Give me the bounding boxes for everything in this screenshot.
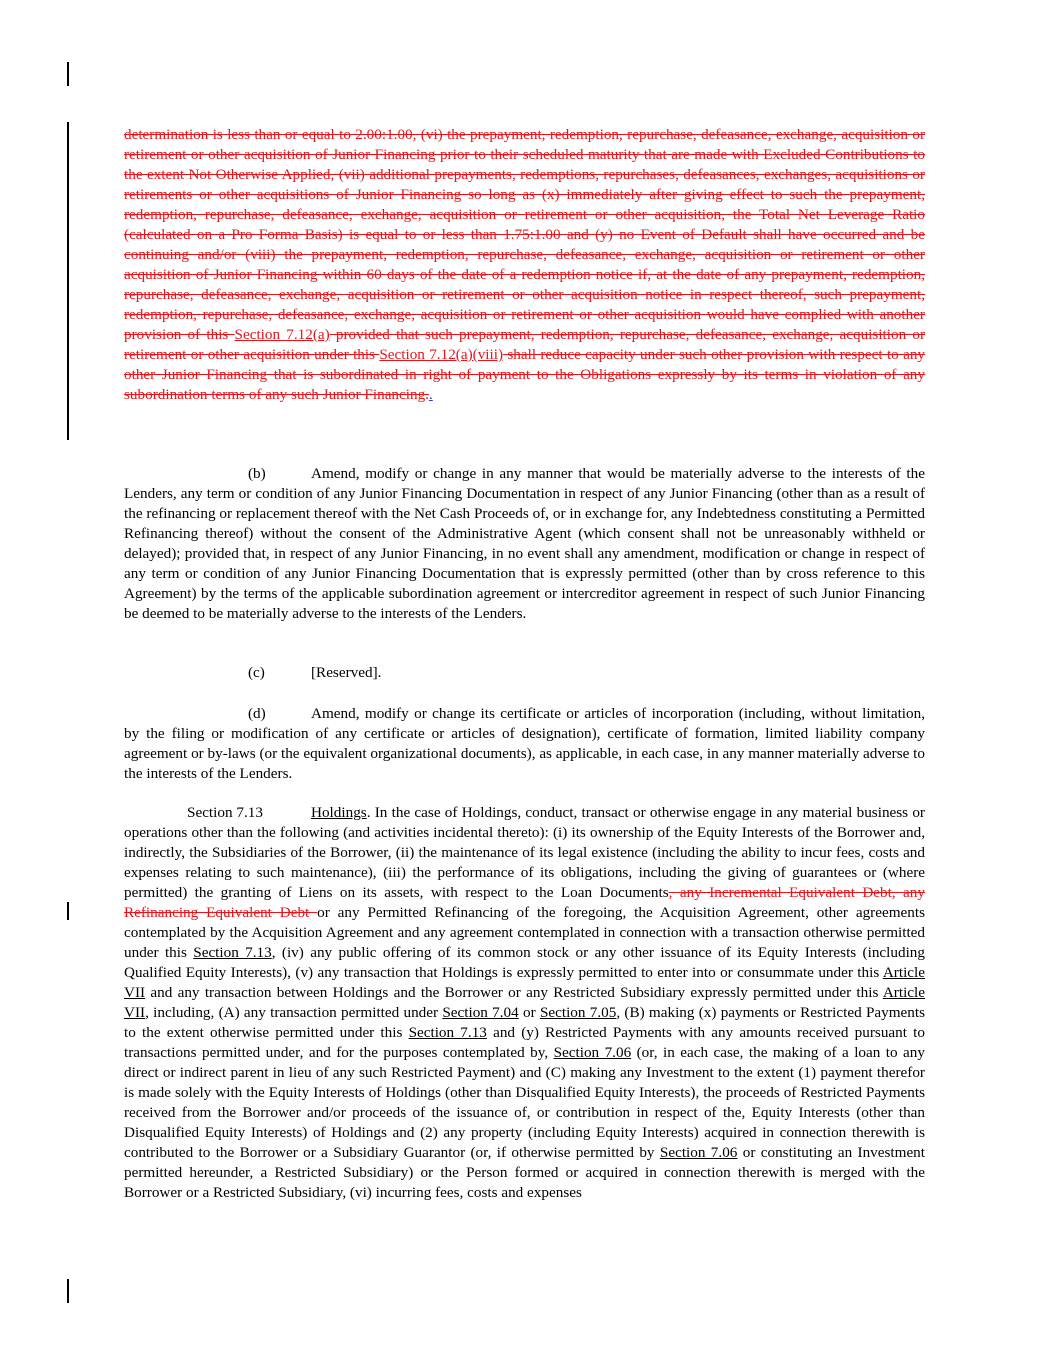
article-reference: Article VII xyxy=(124,964,925,1001)
section-reference: Section 7.12(a)(viii) xyxy=(379,346,504,363)
change-bar xyxy=(67,902,69,920)
paragraph-label: (b) xyxy=(248,465,266,482)
deleted-text: , any Incremental Equivalent Debt, any Refinancing Equivalent Debt xyxy=(124,884,925,921)
change-bar xyxy=(67,62,69,86)
deleted-text: shall reduce capacity under such other provision with respect to any other Junior Financing that is subordinated in right of payment to the Obligations expressly by its terms in violation of any subordination terms of any such Junior Financing. xyxy=(124,346,926,403)
section-number: Section 7.13 xyxy=(187,804,263,821)
section-reference: Section 7.06 xyxy=(553,1044,632,1061)
section-text: . In the case of Holdings, conduct, transact or otherwise engage in any material business or operations other than the following (and activities incidental thereto): (i) its ownership of the Equity Interests of the Borrower and, indirectly, the Subsidiaries of the Borrower, (ii) the maintenance of its legal existence (including the ability to incur fees, costs and expenses relating to such maintenance), (iii) the performance of its obligations, including the giving of guarantees or (where permitted) the granting of Liens on its assets, with respect to the Loan Documents xyxy=(124,804,925,901)
section-text: or xyxy=(518,1004,540,1021)
paragraph-label: (d) xyxy=(248,705,266,722)
section-reference: Section 7.13 xyxy=(408,1024,487,1041)
paragraph-text: Amend, modify or change in any manner that would be materially adverse to the interests of the Lenders, any term or condition of any Junior Financing Documentation in respect of any Junior Financing (other than as a result of the refinancing or replacement thereof with the Net Cash Proceeds of, or in exchange for, any Indebtedness constituting a Permitted Refinancing thereof) without the consent of the Administrative Agent (which consent shall not be unreasonably withheld or delayed); provided that, in respect of any Junior Financing, in no event shall any amendment, modification or change in respect of any term or condition of any Junior Financing Documentation that is expressly permitted (other than by cross reference to this Agreement) by the terms of the applicable subordination agreement or intercreditor agreement in respect of such Junior Financing be deemed to be materially adverse to the interests of the Lenders. xyxy=(124,465,925,622)
paragraph-d xyxy=(124,704,925,784)
section-reference: Section 7.04 xyxy=(442,1004,519,1021)
inserted-text: . xyxy=(428,386,433,403)
change-bar xyxy=(67,122,69,440)
section-text: , including, (A) any transaction permitted under xyxy=(145,1004,443,1021)
section-text: and (y) Restricted Payments with any amounts received pursuant to transactions permitted under, and for the purposes contemplated by, xyxy=(124,1024,925,1061)
paragraph-label: (c) xyxy=(248,664,265,681)
section-text: , (iv) any public offering of its common stock or any other issuance of its Equity Interests (including Qualified Equity Interests), (v) any transaction that Holdings is expressly permitted to enter into or consummate under this xyxy=(124,944,925,981)
paragraph-b xyxy=(124,464,925,624)
paragraph-text: [Reserved]. xyxy=(311,664,382,681)
change-bar xyxy=(67,1279,69,1303)
deleted-text: provided that such prepayment, redemption, repurchase, defeasance, exchange, acquisition or retirement or other acquisition under this xyxy=(124,326,925,363)
article-reference: Article VII xyxy=(124,984,925,1021)
section-7-13 xyxy=(124,803,925,1203)
section-reference: Section 7.12(a) xyxy=(234,326,330,343)
section-heading: Holdings xyxy=(311,804,367,821)
section-text: (or, in each case, the making of a loan to any direct or indirect parent in lieu of any such Restricted Payment) and (C) making any Investment to the extent (1) payment therefor is made solely with the Equity Interests of Holdings (other than Disqualified Equity Interests), the proceeds of Restricted Payments received from the Borrower and/or proceeds of the issuance of, or contribution in respect of the, Equity Interests (other than Disqualified Equity Interests) of Holdings and (2) any property (including Equity Interests) acquired in connection therewith is contributed to the Borrower or a Subsidiary Guarantor (or, if otherwise permitted by xyxy=(124,1044,925,1161)
paragraph-c xyxy=(124,663,925,683)
section-text: and any transaction between Holdings and the Borrower or any Restricted Subsidiary expressly permitted under this xyxy=(145,984,883,1001)
section-reference: Section 7.06 xyxy=(659,1144,738,1161)
deleted-paragraph xyxy=(124,125,925,405)
section-text: or any Permitted Refinancing of the foregoing, the Acquisition Agreement, other agreements contemplated by the Acquisition Agreement and any agreement contemplated in connection with a transaction otherwise permitted under this xyxy=(124,904,925,961)
section-reference: Section 7.05 xyxy=(539,1004,617,1021)
paragraph-text: Amend, modify or change its certificate or articles of incorporation (including, without limitation, by the filing or modification of any certificate or articles of designation), certificate of formation, limited liability company agreement or by-laws (or the equivalent organizational documents), as applicable, in each case, in any manner materially adverse to the interests of the Lenders. xyxy=(124,705,925,782)
deleted-text: determination is less than or equal to 2.00:1.00, (vi) the prepayment, redemption, repurchase, defeasance, exchange, acquisition or retirement or other acquisition of Junior Financing prior to their scheduled maturity that are made with Excluded Contributions to the extent Not Otherwise Applied, (vii) additional prepayments, redemptions, repurchases, defeasances, exchanges, acquisitions or retirements or other acquisitions of Junior Financing so long as (x) immediately after giving effect to such the prepayment, redemption, repurchase, defeasance, exchange, acquisition or retirement or other acquisition, the Total Net Leverage Ratio (calculated on a Pro Forma Basis) is equal to or less than 1.75:1.00 and (y) no Event of Default shall have occurred and be continuing and/or (viii) the prepayment, redemption, repurchase, defeasance, exchange, acquisition or retirement or other acquisition of Junior Financing within 60 days of the date of a redemption notice if, at the date of any prepayment, redemption, repurchase, defeasance, exchange, acquisition or retirement or other acquisition notice in respect thereof, such prepayment, redemption, repurchase, defeasance, exchange, acquisition or retirement or other acquisition would have complied with another provision of this xyxy=(124,126,925,343)
section-reference: Section 7.13 xyxy=(193,944,272,961)
section-text: or constituting an Investment permitted hereunder, a Restricted Subsidiary) or the Person formed or acquired in connection therewith is merged with the Borrower or a Restricted Subsidiary, (vi) incurring fees, costs and expenses xyxy=(124,1144,925,1201)
section-text: , (B) making (x) payments or Restricted Payments to the extent otherwise permitted under this xyxy=(124,1004,925,1041)
